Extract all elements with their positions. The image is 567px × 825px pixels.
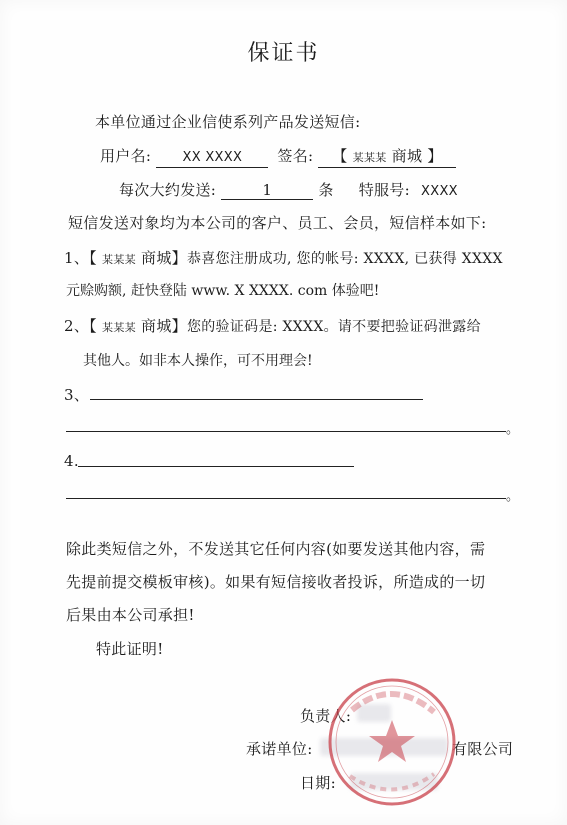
send-value: 1 [221,181,313,200]
sample-1-company: 某某某 [102,253,136,266]
sample-1-text-a: 恭喜您注册成功, 您的帐号: XXXX, 已获得 XXXX [186,251,503,267]
intro-text: 本单位通过企业信使系列产品发送短信: [95,113,361,131]
sign-store: 商城 [391,147,423,165]
responsible-redaction [357,704,391,722]
user-row [100,145,456,168]
sample-2-text-a: 您的验证码是: XXXX。请不要把验证码泄露给 [186,319,481,335]
sample-4-blank-line [78,466,354,467]
sample-2-close-bracket: 】 [171,317,187,335]
sample-3-period: 。 [506,422,520,437]
sample-3-blank-line [90,399,423,400]
sample-2-text-b: 其他人。如非本人操作，可不用理会! [83,353,313,369]
special-label: 特服号: [358,181,410,199]
sample-1-close-bracket: 】 [171,249,187,267]
date-redaction [350,773,438,790]
document-title: 保证书 [247,41,320,66]
user-value: XX XXXX [156,149,268,168]
targets-text: 短信发送对象均为本公司的客户、员工、会员，短信样本如下: [68,214,487,232]
sign-company: 某某某 [352,151,387,164]
user-label: 用户名: [100,147,152,165]
sign-close-bracket: 】 [427,147,443,165]
unit-suffix: 有限公司 [452,740,514,758]
exception-line-3: 后果由本公司承担! [66,606,195,624]
certify-text: 特此证明! [96,640,164,658]
date-label: 日期: [300,774,336,792]
responsible-label: 负责人: [300,707,352,725]
sample-1-number: 1、 [64,249,90,267]
exception-line-1: 除此类短信之外，不发送其它任何内容(如要发送其他内容，需 [66,540,486,558]
sign-label: 签名: [277,147,314,165]
exception-line-2: 先提前提交模板审核)。如果有短信接收者投诉，所造成的一切 [66,573,486,591]
sample-4-number: 4. [64,452,79,470]
unit-label: 承诺单位: [246,740,313,758]
sample-1 [64,247,503,268]
sample-4-period: 。 [506,489,520,504]
send-label: 每次大约发送: [119,181,217,199]
special-value: XXXX [421,184,458,199]
sample-2-store: 商城 [141,317,172,335]
send-unit: 条 [318,181,334,199]
sample-1-store: 商城 [141,249,172,267]
sample-2-company: 某某某 [102,321,136,334]
sign-value [318,147,456,168]
sample-4-blank-line-2 [66,498,506,499]
send-row [119,179,458,200]
sample-2 [64,315,481,336]
sample-2-number: 2、 [64,317,90,335]
sample-3-number: 3、 [64,386,90,404]
sample-1-text-b: 元赊购额, 赶快登陆 www. X XXXX. com 体验吧! [66,283,380,299]
sign-open-bracket: 【 [332,147,348,165]
sample-2-open-bracket: 【 [89,317,97,335]
sample-3-blank-line-2 [66,431,506,432]
sample-1-open-bracket: 【 [89,249,97,267]
unit-redaction [320,738,448,756]
